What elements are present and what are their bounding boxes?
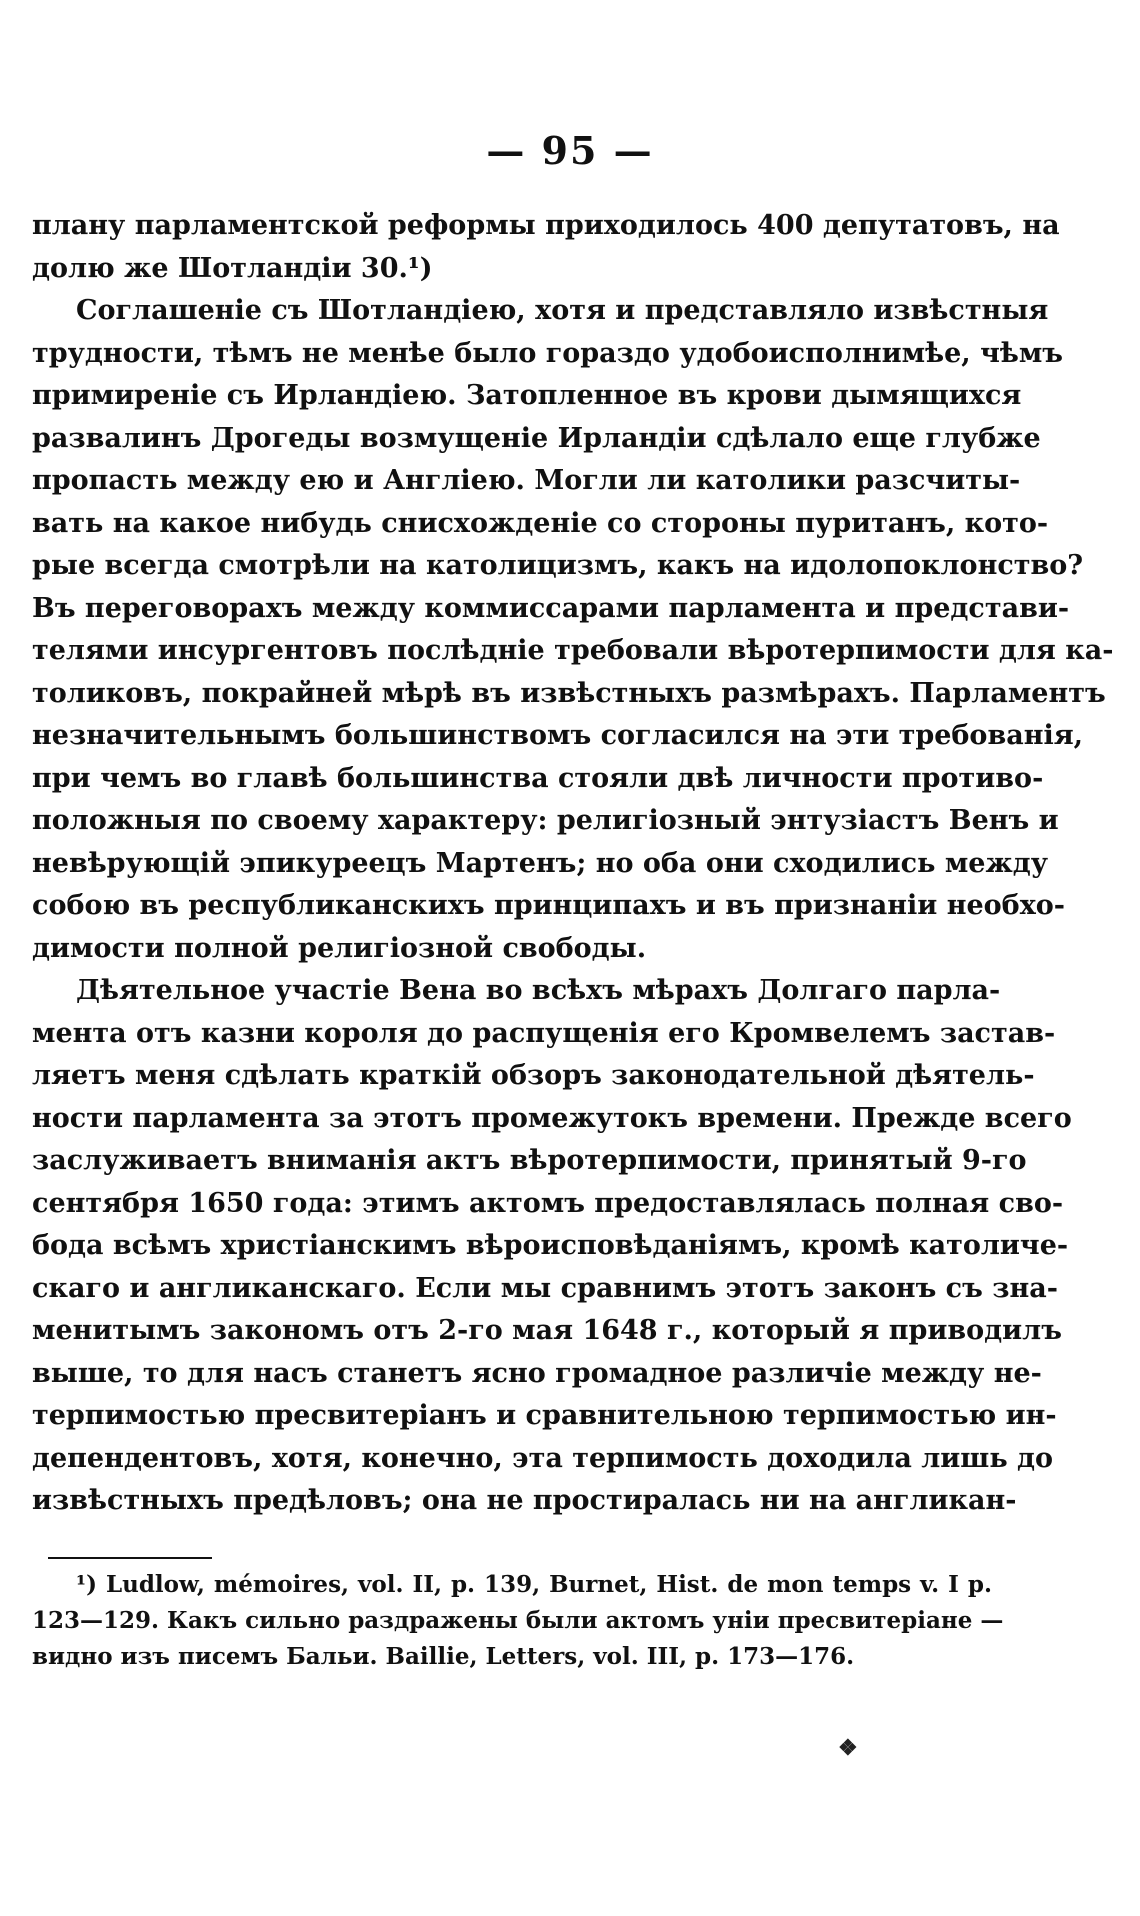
- text-line: сентября 1650 года: этимъ актомъ предоставлялась полная сво-: [32, 1187, 1064, 1219]
- paragraph: [32, 290, 1114, 970]
- text-line: вать на какое нибудь снисхожденіе со стороны пуританъ, кото-: [32, 507, 1049, 539]
- footnote-line: ¹) Ludlow, mémoires, vol. II, p. 139, Burnet, Hist. de mon temps v. I p.: [76, 1571, 992, 1598]
- text-line: рые всегда смотрѣли на католицизмъ, какъ на идолопоклонство?: [32, 550, 1084, 581]
- text-line: терпимостью пресвитеріанъ и сравнительною терпимостью ин-: [32, 1400, 1057, 1431]
- text-line: извѣстныхъ предѣловъ; она не простиралась ни на англикан-: [32, 1485, 1017, 1516]
- footnote-divider: [48, 1557, 212, 1559]
- footnote-line: 123—129. Какъ сильно раздражены были актомъ уніи пресвитеріане —: [32, 1607, 1004, 1634]
- text-line: заслуживаетъ вниманія актъ вѣротерпимости, принятый 9-го: [32, 1145, 1027, 1176]
- text-line: примиреніе съ Ирландіею. Затопленное въ крови дымящихся: [32, 380, 1022, 411]
- text-line: димости полной религіозной свободы.: [32, 932, 647, 964]
- paragraph: [32, 205, 1060, 290]
- text-line: пропасть между ею и Англіею. Могли ли католики разсчиты-: [32, 465, 1021, 496]
- text-line: Въ переговорахъ между коммиссарами парламента и представи-: [32, 592, 1070, 624]
- text-line: незначительнымъ большинствомъ согласился на эти требованія,: [32, 720, 1084, 751]
- text-line: выше, то для насъ станетъ ясно громадное различіе между не-: [32, 1357, 1042, 1389]
- text-line: менитымъ закономъ отъ 2-го мая 1648 г., который я приводилъ: [32, 1315, 1062, 1346]
- body-text: [32, 205, 1114, 1523]
- footnote-line: видно изъ писемъ Бальи. Baillie, Letters, vol. III, p. 173—176.: [32, 1643, 855, 1670]
- text-line: собою въ республиканскихъ принципахъ и въ признаніи необхо-: [32, 890, 1066, 921]
- text-line: бода всѣмъ христіанскимъ вѣроисповѣданіямъ, кромѣ католиче-: [32, 1230, 1069, 1261]
- paragraph: [32, 970, 1072, 1523]
- text-line: Соглашеніе съ Шотландіею, хотя и представляло извѣстныя: [76, 295, 1049, 326]
- page-number: — 95 —: [486, 128, 654, 173]
- text-line: мента отъ казни короля до распущенія его Кромвелемъ застав-: [32, 1017, 1056, 1049]
- text-line: депендентовъ, хотя, конечно, эта терпимость доходила лишь до: [32, 1442, 1054, 1474]
- text-line: при чемъ во главѣ большинства стояли двѣ личности противо-: [32, 762, 1044, 794]
- text-line: толиковъ, покрайней мѣрѣ въ извѣстныхъ размѣрахъ. Парламентъ: [32, 677, 1106, 709]
- text-line: невѣрующій эпикуреецъ Мартенъ; но оба они сходились между: [32, 847, 1048, 879]
- text-line: Дѣятельное участіе Вена во всѣхъ мѣрахъ Долгаго парла-: [76, 975, 1001, 1006]
- text-line: ности парламента за этотъ промежутокъ времени. Прежде всего: [32, 1102, 1072, 1134]
- text-line: плану парламентской реформы приходилось 400 депутатовъ, на: [32, 210, 1060, 241]
- text-line: скаго и англиканскаго. Если мы сравнимъ этотъ законъ съ зна-: [32, 1272, 1058, 1304]
- text-line: положныя по своему характеру: религіозный энтузіастъ Венъ и: [32, 805, 1059, 836]
- print-speck-mark: ❖: [838, 1735, 858, 1761]
- text-line: телями инсургентовъ послѣдніе требовали вѣротерпимости для ка-: [32, 635, 1114, 666]
- text-line: ляетъ меня сдѣлать краткій обзоръ законодательной дѣятель-: [32, 1060, 1035, 1091]
- text-line: долю же Шотландіи 30.¹): [32, 252, 433, 284]
- footnotes: [32, 1567, 1004, 1675]
- text-line: развалинъ Дрогеды возмущеніе Ирландіи сдѣлало еще глубже: [32, 422, 1041, 454]
- text-line: трудности, тѣмъ не менѣе было гораздо удобоисполнимѣе, чѣмъ: [32, 337, 1064, 369]
